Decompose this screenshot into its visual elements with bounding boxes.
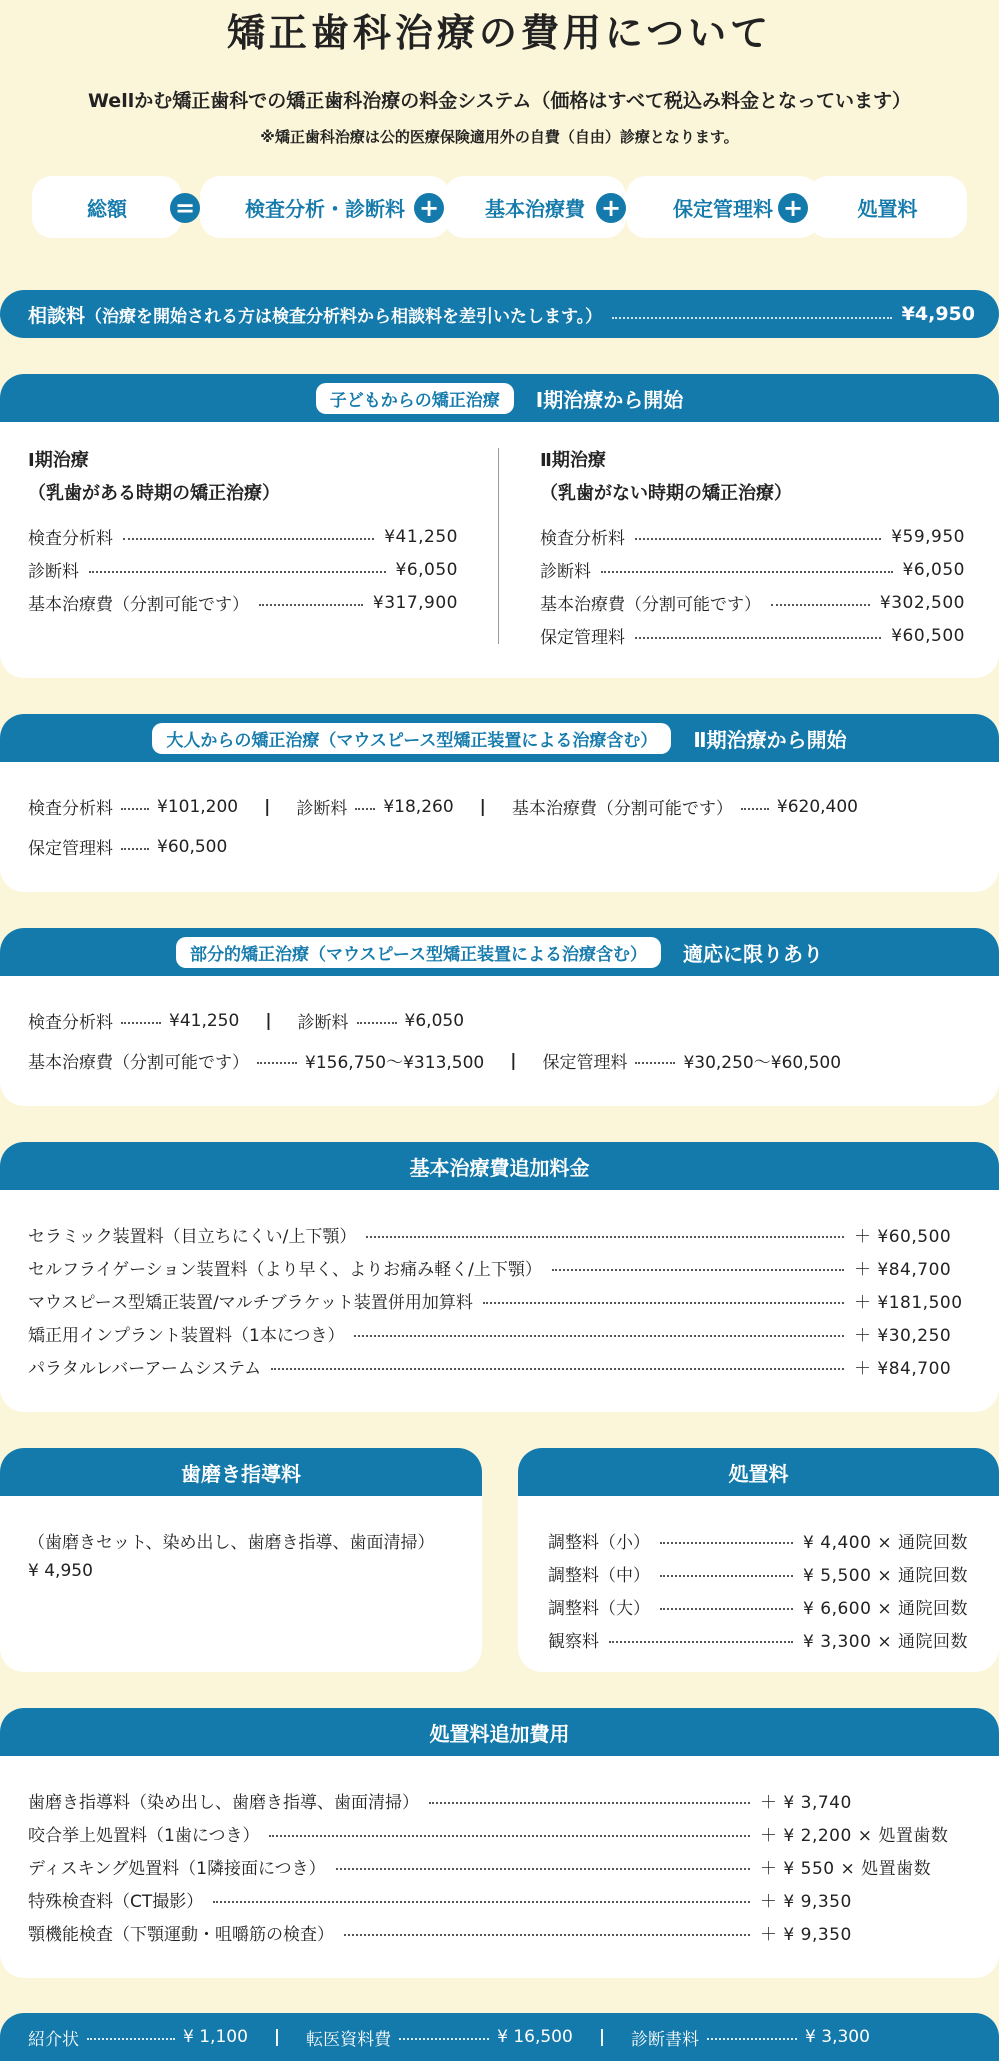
brushing-header: 歯磨き指導料: [0, 1448, 482, 1496]
brushing-desc: （歯磨きセット、染め出し、歯磨き指導、歯面清掃）: [28, 1533, 435, 1553]
price-row: [28, 1821, 970, 1846]
page-subtitle: Wellかむ矯正歯科での矯正歯科治療の料金システム（価格はすべて税込み料金となっています）: [88, 90, 911, 112]
fee-price: ¥ 3,300: [805, 2027, 870, 2047]
leader-dots: [213, 1901, 750, 1903]
treatment-extra-card: [0, 1708, 999, 1978]
separator: |: [273, 2027, 281, 2047]
brushing-card: [0, 1448, 482, 1672]
leader-dots: [635, 637, 881, 639]
column-divider: [498, 448, 499, 644]
consultation-price: ¥4,950: [901, 303, 975, 325]
leader-dots: [123, 538, 374, 540]
leader-dots: [429, 1802, 750, 1804]
adult-header-text: Ⅱ期治療から開始: [693, 727, 847, 752]
item-price: ¥156,750〜¥313,500: [305, 1053, 485, 1073]
leader-dots: [660, 1608, 793, 1610]
row-label: 調整料（中）: [548, 1566, 650, 1586]
leader-dots: [336, 1868, 750, 1870]
treatment-header: 処置料: [518, 1448, 999, 1496]
children-header-text: Ⅰ期治療から開始: [535, 387, 684, 412]
row-label: 特殊検査料（CT撮影）: [28, 1892, 204, 1912]
leader-dots: [121, 848, 149, 850]
adult-header: [0, 714, 999, 762]
price-row: [540, 590, 965, 615]
price-row: [28, 1321, 970, 1346]
item-label: 保定管理料: [28, 839, 113, 859]
partial-header: [0, 928, 999, 976]
row-label: 検査分析料: [28, 529, 113, 549]
consultation-title: 相談料: [28, 304, 86, 327]
row-price: ＋ ¥ 3,740: [760, 1793, 852, 1813]
row-label: セルフライゲーション装置料（より早く、よりお痛み軽く/上下顎）: [28, 1260, 542, 1280]
price-row: [28, 1788, 970, 1813]
leader-dots: [354, 1335, 844, 1337]
row-price: ＋ ¥ 9,350: [760, 1925, 852, 1945]
item-price: ¥18,260: [383, 796, 454, 817]
row-price: ¥ 5,500 × 通院回数: [803, 1566, 968, 1586]
row-price: ¥60,500: [891, 625, 965, 646]
item-price: ¥620,400: [776, 796, 858, 817]
price-row: [540, 557, 965, 582]
separator: |: [264, 796, 271, 817]
item-label: 診断料: [296, 799, 348, 819]
plus-icon: +: [596, 193, 626, 223]
price-row: [548, 1528, 968, 1553]
row-price: ＋ ¥60,500: [854, 1227, 952, 1247]
leader-dots: [399, 2038, 489, 2040]
row-price: ＋ ¥181,500: [854, 1293, 963, 1313]
partial-tag: 部分的矯正治療（マウスピース型矯正装置による治療含む）: [176, 937, 661, 968]
row-label: 基本治療費（分割可能です）: [540, 595, 761, 615]
leader-dots: [257, 1062, 297, 1064]
row-price: ＋ ¥84,700: [854, 1260, 952, 1280]
row-price: ¥317,900: [372, 592, 458, 613]
leader-dots: [259, 604, 363, 606]
fee-label: 紹介状: [28, 2029, 79, 2050]
fee-transfer: [306, 2025, 573, 2050]
row-price: ¥59,950: [891, 526, 965, 547]
separator: |: [598, 2027, 606, 2047]
phase2-subtitle: （乳歯がない時期の矯正治療）: [540, 483, 792, 504]
fee-certificate: [631, 2025, 870, 2050]
price-row: [28, 557, 458, 582]
leader-dots: [121, 1022, 161, 1024]
formula-item-retention: 保定管理料: [626, 176, 820, 238]
row-price: ¥ 6,600 × 通院回数: [803, 1599, 968, 1619]
leader-dots: [87, 2038, 175, 2040]
leader-dots: [707, 2038, 797, 2040]
row-price: ＋ ¥ 550 × 処置歯数: [760, 1859, 932, 1879]
partial-card: [0, 928, 999, 1106]
page-title: 矯正歯科治療の費用について: [226, 11, 773, 55]
price-row: [28, 1255, 970, 1280]
leader-dots: [366, 1236, 844, 1238]
consultation-label: [28, 301, 602, 328]
item-price: ¥101,200: [157, 796, 239, 817]
price-row: [28, 1222, 970, 1247]
row-label: マウスピース型矯正装置/マルチブラケット装置併用加算料: [28, 1293, 473, 1313]
row-price: ¥ 4,400 × 通院回数: [803, 1533, 968, 1553]
leader-dots: [612, 317, 892, 319]
additional-header: 基本治療費追加料金: [0, 1142, 999, 1190]
row-label: 歯磨き指導料（染め出し、歯磨き指導、歯面清掃）: [28, 1793, 419, 1813]
leader-dots: [89, 571, 386, 573]
leader-dots: [357, 1022, 397, 1024]
adult-card: [0, 714, 999, 892]
item-price: ¥6,050: [404, 1010, 465, 1031]
row-label: 矯正用インプラント装置料（1本につき）: [28, 1326, 345, 1346]
children-card: [0, 374, 999, 678]
brushing-price: ¥ 4,950: [28, 1561, 93, 1581]
row-label: 顎機能検査（下顎運動・咀嚼筋の検査）: [28, 1925, 334, 1945]
fee-price: ¥ 1,100: [183, 2027, 248, 2047]
consultation-note: （治療を開始される方は検査分析料から相談料を差引いたします。）: [85, 306, 603, 327]
row-price: ＋ ¥30,250: [854, 1326, 952, 1346]
leader-dots: [121, 808, 149, 810]
adult-tag: 大人からの矯正治療（マウスピース型矯正装置による治療含む）: [152, 723, 671, 754]
partial-header-text: 適応に限りあり: [682, 941, 823, 966]
leader-dots: [609, 1641, 793, 1643]
item-label: 基本治療費（分割可能です）: [28, 1053, 249, 1073]
row-price: ＋ ¥84,700: [854, 1359, 952, 1379]
item-label: 検査分析料: [28, 1013, 113, 1033]
price-row: [28, 1920, 970, 1945]
price-row: [548, 1594, 968, 1619]
row-price: ¥6,050: [395, 559, 458, 580]
row-label: 調整料（大）: [548, 1599, 650, 1619]
plus-icon: +: [778, 193, 808, 223]
leader-dots: [635, 538, 881, 540]
leader-dots: [660, 1542, 793, 1544]
other-fees-bar: [0, 2013, 999, 2061]
item-label: 保定管理料: [542, 1053, 628, 1073]
row-label: 診断料: [28, 562, 79, 582]
item-price: ¥60,500: [157, 836, 228, 857]
plus-icon: +: [414, 193, 444, 223]
item-price: ¥41,250: [169, 1010, 240, 1031]
price-row: [548, 1627, 968, 1652]
price-row: [28, 1288, 970, 1313]
row-price: ¥302,500: [879, 592, 965, 613]
row-price: ¥ 3,300 × 通院回数: [803, 1632, 968, 1652]
treatment-extra-header: 処置料追加費用: [0, 1708, 999, 1756]
row-label: 診断料: [540, 562, 591, 582]
row-price: ¥6,050: [902, 559, 965, 580]
item-label: 検査分析料: [28, 799, 113, 819]
row-price: ¥41,250: [384, 526, 458, 547]
partial-items-line1: [28, 1008, 464, 1033]
leader-dots: [269, 1835, 750, 1837]
price-row: [28, 1354, 970, 1379]
formula-item-treatment: 処置料: [808, 176, 967, 238]
leader-dots: [741, 808, 769, 810]
leader-dots: [635, 1062, 675, 1064]
price-row: [548, 1561, 968, 1586]
price-row: [28, 524, 458, 549]
row-label: パラタルレバーアームシステム: [28, 1359, 262, 1379]
price-row: [28, 1854, 970, 1879]
fee-label: 転医資料費: [306, 2029, 392, 2050]
phase2-title: Ⅱ期治療: [540, 450, 606, 471]
row-label: 調整料（小）: [548, 1533, 650, 1553]
row-label: 咬合挙上処置料（1歯につき）: [28, 1826, 260, 1846]
row-price: ＋ ¥ 9,350: [760, 1892, 852, 1912]
row-label: 観察料: [548, 1632, 599, 1652]
formula-item-exam: 検査分析・診断料: [200, 176, 450, 238]
phase1-title: Ⅰ期治療: [28, 450, 89, 471]
insurance-note: ※矯正歯科治療は公的医療保険適用外の自費（自由）診療となります。: [260, 128, 739, 146]
price-row: [540, 623, 965, 648]
separator: |: [265, 1010, 272, 1031]
item-price: ¥30,250〜¥60,500: [683, 1053, 842, 1073]
price-row: [540, 524, 965, 549]
leader-dots: [601, 571, 893, 573]
children-tag: 子どもからの矯正治療: [316, 383, 514, 414]
fee-price: ¥ 16,500: [497, 2027, 573, 2047]
leader-dots: [552, 1269, 844, 1271]
item-label: 基本治療費（分割可能です）: [511, 799, 733, 819]
row-label: 検査分析料: [540, 529, 625, 549]
treatment-card: [518, 1448, 999, 1672]
fee-referral: [28, 2025, 248, 2050]
leader-dots: [660, 1575, 793, 1577]
price-row: [28, 590, 458, 615]
equals-icon: =: [170, 193, 200, 223]
leader-dots: [271, 1368, 844, 1370]
formula-total: 総額: [32, 176, 182, 238]
row-label: セラミック装置料（目立ちにくい/上下顎）: [28, 1227, 357, 1247]
formula-item-basic: 基本治療費: [444, 176, 626, 238]
fee-label: 診断書料: [631, 2029, 700, 2050]
leader-dots: [355, 808, 375, 810]
item-label: 診断料: [297, 1013, 349, 1033]
phase1-subtitle: （乳歯がある時期の矯正治療）: [28, 483, 280, 504]
leader-dots: [483, 1302, 844, 1304]
price-row: [28, 1887, 970, 1912]
partial-items-line2: [28, 1048, 841, 1073]
separator: |: [479, 796, 486, 817]
fee-formula: [32, 176, 967, 238]
row-label: 基本治療費（分割可能です）: [28, 595, 249, 615]
row-label: ディスキング処置料（1隣接面につき）: [28, 1859, 326, 1879]
adult-items-line1: [28, 794, 858, 819]
leader-dots: [771, 604, 870, 606]
additional-fees-card: [0, 1142, 999, 1412]
row-price: ＋ ¥ 2,200 × 処置歯数: [760, 1826, 949, 1846]
children-header: [0, 374, 999, 422]
consultation-bar: [0, 290, 999, 338]
leader-dots: [344, 1934, 750, 1936]
row-label: 保定管理料: [540, 628, 625, 648]
separator: |: [510, 1050, 517, 1071]
adult-items-line2: [28, 834, 227, 859]
